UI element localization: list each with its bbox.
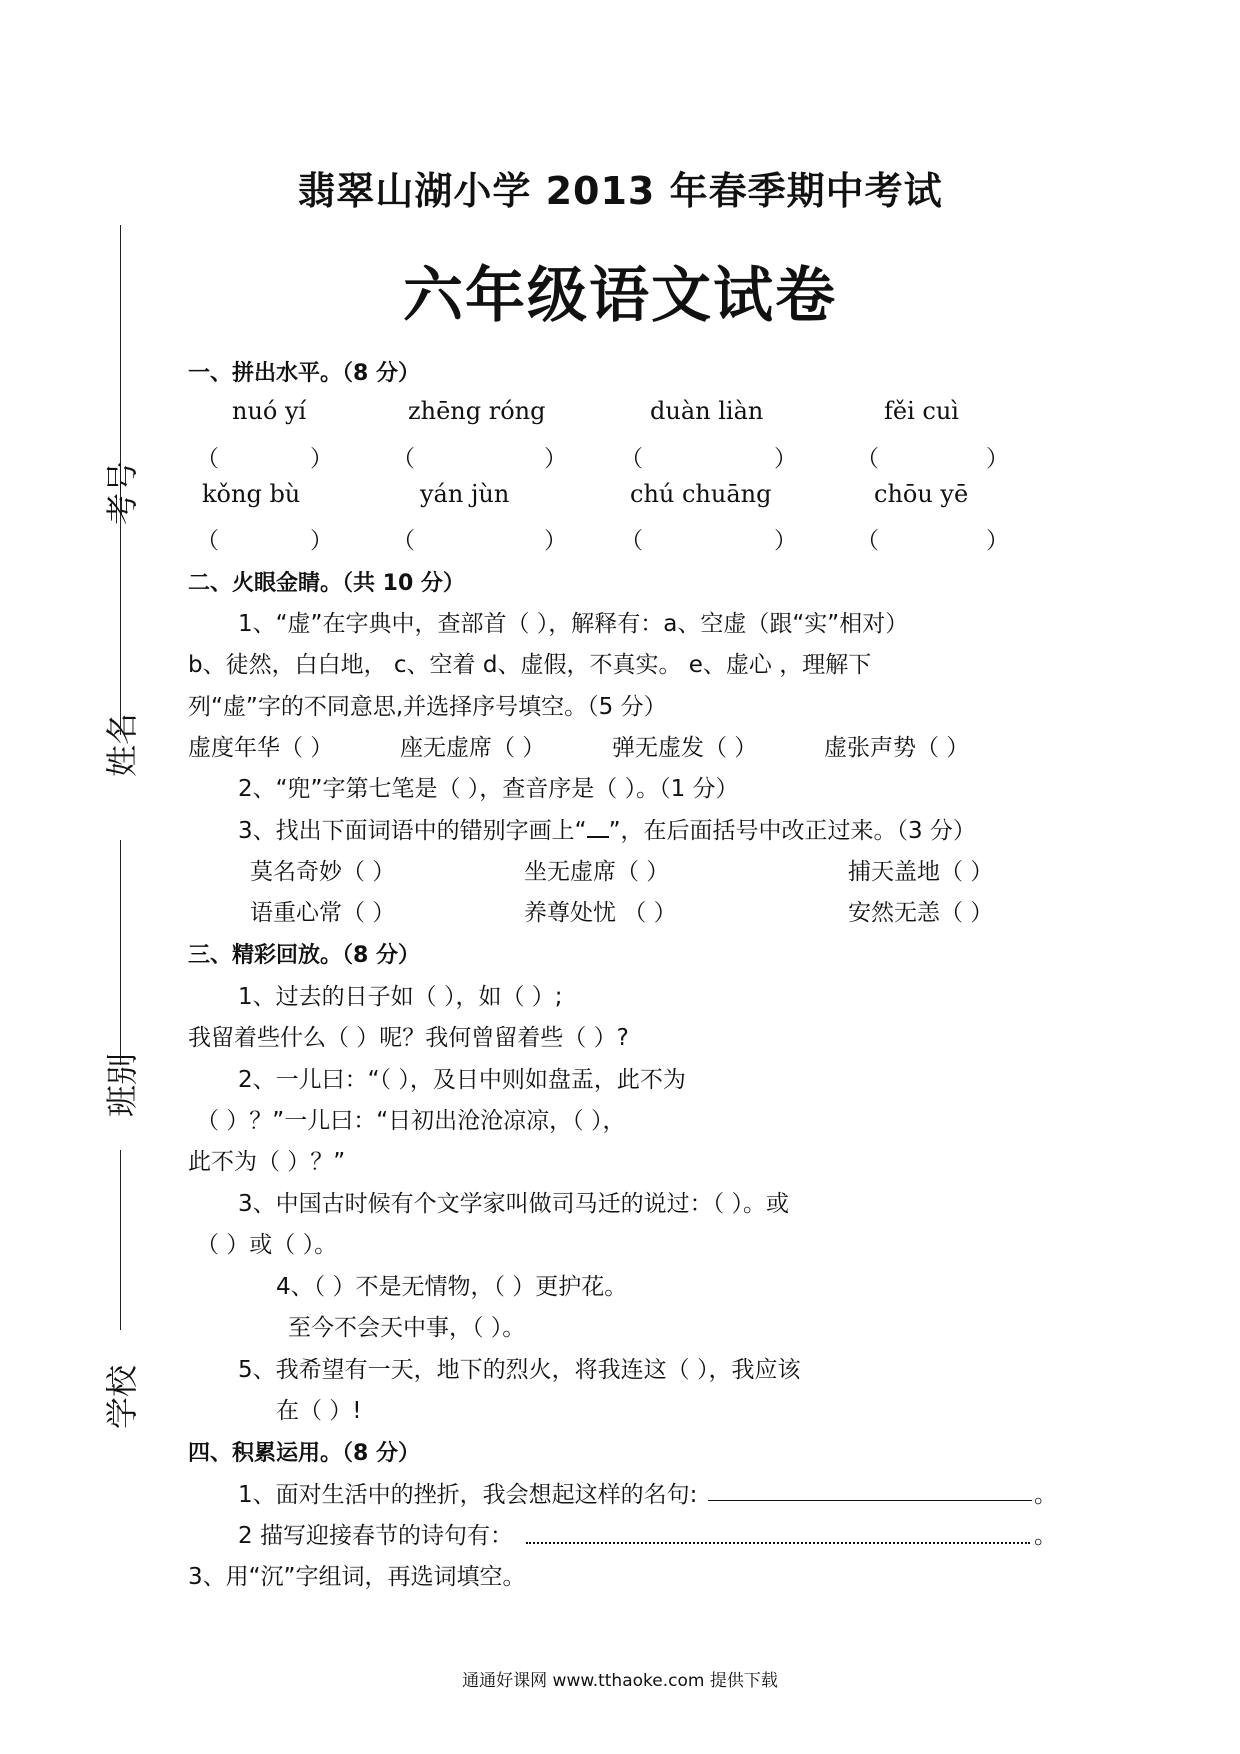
- question-text: （ ）或（ ）。: [196, 1232, 338, 1258]
- question-text: 2 描写迎接春节的诗句有：: [238, 1523, 513, 1549]
- answer-paren-open: （: [620, 528, 643, 554]
- question-text: [238, 812, 976, 845]
- pinyin-item: fěi cuì: [884, 397, 959, 425]
- question-text: 4、（ ）不是无情物，（ ）更护花。: [276, 1274, 628, 1300]
- question-text: b、徒然，白白地， c、空着 d、虚假，不真实。 e、虚心 ，理解下: [188, 652, 872, 678]
- section4-heading: 四、积累运用。（8 分）: [188, 1441, 420, 1466]
- question-text: 3、用“沉”字组词，再选词填空。: [188, 1564, 526, 1590]
- question-text: 1、面对生活中的挫折，我会想起这样的名句:: [238, 1482, 698, 1508]
- fill-item: 语重心常（ ）: [250, 900, 396, 926]
- fill-item: 虚张声势（ ）: [824, 735, 970, 761]
- underline-mark: [587, 822, 609, 838]
- pinyin-item: duàn liàn: [650, 397, 764, 425]
- answer-paren-close: ）: [544, 528, 567, 554]
- section3-heading: 三、精彩回放。（8 分）: [188, 943, 420, 968]
- question-text: 此不为（ ）？”: [188, 1149, 346, 1175]
- answer-paren-open: （: [856, 446, 879, 472]
- question-text: 我留着些什么（ ）呢？我何曾留着些（ ）?: [188, 1025, 629, 1051]
- question-text: 5、我希望有一天，地下的烈火，将我连这（ ），我应该: [238, 1357, 801, 1383]
- answer-paren-close: ）: [310, 446, 333, 472]
- side-field-xingming: 姓名: [103, 713, 141, 778]
- side-field-xuexiao: 学校: [103, 1365, 141, 1430]
- answer-paren-open: （: [196, 528, 219, 554]
- question-text: 至今不会天中事，（ ）。: [288, 1315, 526, 1341]
- footer-source: 通通好课网 www.tthaoke.com 提供下载: [462, 1671, 778, 1691]
- question-text: 2、“兜”字第七笔是（ ），查音序是（ ）。（1 分）: [238, 776, 739, 802]
- side-field-kaohao: 考号: [103, 461, 141, 526]
- pinyin-item: chú chuāng: [630, 480, 772, 508]
- answer-paren-open: （: [620, 446, 643, 472]
- question-text: 列“虚”字的不同意思,并选择序号填空。（5 分）: [188, 694, 667, 720]
- fill-item: 养尊处忧 （ ）: [524, 900, 677, 926]
- answer-paren-close: ）: [310, 528, 333, 554]
- question-text: 2、一儿曰：“（ ），及日中则如盘盂，此不为: [238, 1067, 686, 1093]
- pinyin-item: zhēng róng: [408, 397, 546, 425]
- answer-paren-close: ）: [986, 446, 1009, 472]
- fill-item: 虚度年华（ ）: [188, 735, 334, 761]
- answer-paren-close: ）: [544, 446, 567, 472]
- question-text: 1、过去的日子如（ ），如（ ）;: [238, 984, 563, 1010]
- answer-line: [708, 1500, 1032, 1501]
- section2-heading: 二、火眼金睛。（共 10 分）: [188, 571, 465, 596]
- question-text: 1、“虚”在字典中，查部首（ ），解释有：a、空虚（跟“实”相对）: [238, 611, 909, 637]
- school-exam-title: 翡翠山湖小学 2013 年春季期中考试: [297, 169, 943, 213]
- side-field-banbie: 班别: [103, 1053, 141, 1118]
- answer-paren-close: ）: [986, 528, 1009, 554]
- question-text: （ ）？”一儿曰：“日初出沧沧凉凉，（ ），: [196, 1108, 626, 1134]
- question-text-part: ”，在后面括号中改正过来。（3 分）: [608, 818, 976, 844]
- pinyin-item: kǒng bù: [202, 480, 301, 508]
- answer-paren-close: ）: [774, 528, 797, 554]
- fill-item: 莫名奇妙（ ）: [250, 859, 396, 885]
- answer-paren-open: （: [392, 446, 415, 472]
- answer-paren-close: ）: [774, 446, 797, 472]
- pinyin-item: yán jùn: [420, 480, 510, 508]
- pinyin-item: chōu yē: [874, 480, 969, 508]
- pinyin-item: nuó yí: [232, 397, 307, 425]
- side-rule-xuexiao: [120, 1150, 121, 1330]
- question-text: 在（ ）!: [276, 1398, 362, 1424]
- side-rule-banbie: [120, 840, 121, 1065]
- exam-paper-title: 六年级语文试卷: [403, 261, 837, 331]
- question-text-part: 3、找出下面词语中的错别字画上“: [238, 818, 587, 844]
- section1-heading: 一、拼出水平。（8 分）: [188, 361, 420, 386]
- fill-item: 安然无恙（ ）: [848, 900, 994, 926]
- answer-paren-open: （: [196, 446, 219, 472]
- fill-item: 捕天盖地（ ）: [848, 859, 994, 885]
- fill-item: 座无虚席（ ）: [400, 735, 546, 761]
- answer-paren-open: （: [392, 528, 415, 554]
- question-end-mark: 。: [1034, 1523, 1057, 1549]
- question-end-mark: 。: [1034, 1482, 1057, 1508]
- fill-item: 弹无虚发（ ）: [612, 735, 758, 761]
- answer-paren-open: （: [856, 528, 879, 554]
- question-text: 3、中国古时候有个文学家叫做司马迁的说过：（ ）。或: [238, 1191, 789, 1217]
- answer-dotted-line: [526, 1542, 1030, 1544]
- fill-item: 坐无虚席（ ）: [524, 859, 670, 885]
